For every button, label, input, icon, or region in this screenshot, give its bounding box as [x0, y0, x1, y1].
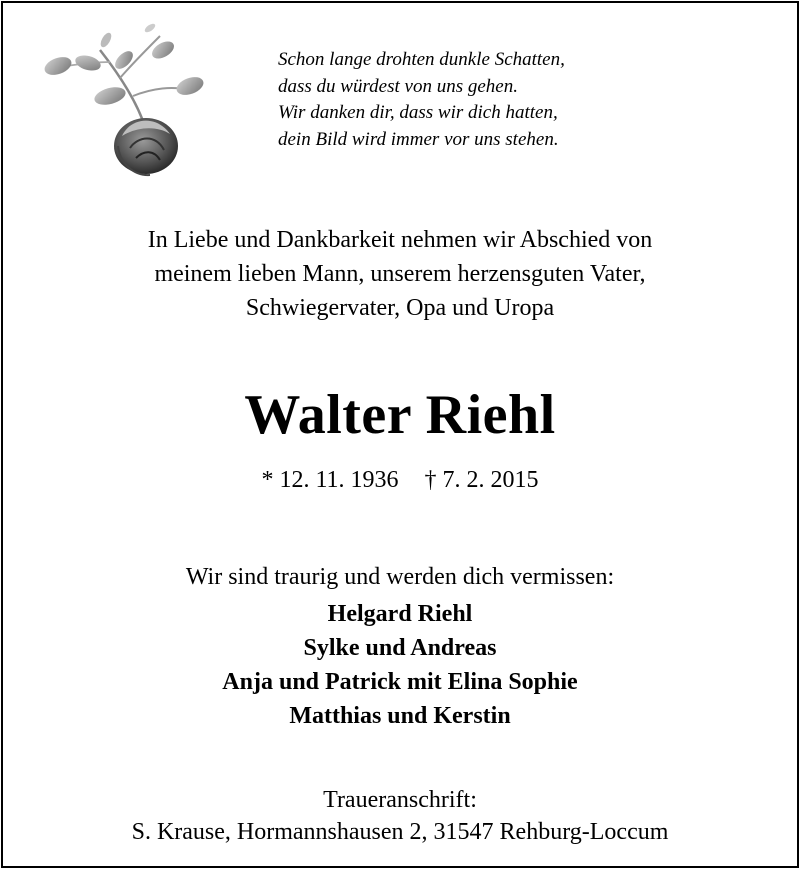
mourner-name: Matthias und Kerstin — [289, 703, 511, 729]
poem-line: dein Bild wird immer vor uns stehen. — [278, 128, 559, 150]
intro-line: Schwiegervater, Opa und Uropa — [245, 295, 555, 321]
intro-text — [0, 223, 800, 325]
intro-line: meinem lieben Mann, unserem herzensguten Vater, — [154, 261, 646, 287]
mourning-address: S. Krause, Hormannshausen 2, 31547 Rehburg-Loccum — [131, 819, 669, 845]
death-date: † 7. 2. 2015 — [424, 467, 539, 493]
mourner-name: Anja und Patrick mit Elina Sophie — [222, 669, 578, 695]
poem-line: Schon lange drohten dunkle Schatten, — [278, 49, 565, 70]
poem — [278, 47, 678, 153]
address-label: Traueranschrift: — [323, 787, 477, 813]
intro-line: In Liebe und Dankbarkeit nehmen wir Abschied von — [147, 227, 653, 253]
deceased-name: Walter Riehl — [244, 384, 556, 446]
rose-icon — [38, 18, 218, 183]
mourner-name: Helgard Riehl — [327, 601, 473, 627]
mourners-intro: Wir sind traurig und werden dich vermissen: — [185, 564, 615, 590]
mourners-list — [0, 597, 800, 733]
poem-line: dass du würdest von uns gehen. — [278, 75, 518, 97]
life-dates — [0, 464, 800, 496]
birth-date: * 12. 11. 1936 — [261, 467, 399, 493]
mourner-name: Sylke und Andreas — [303, 635, 497, 661]
poem-line: Wir danken dir, dass wir dich hatten, — [278, 102, 558, 123]
